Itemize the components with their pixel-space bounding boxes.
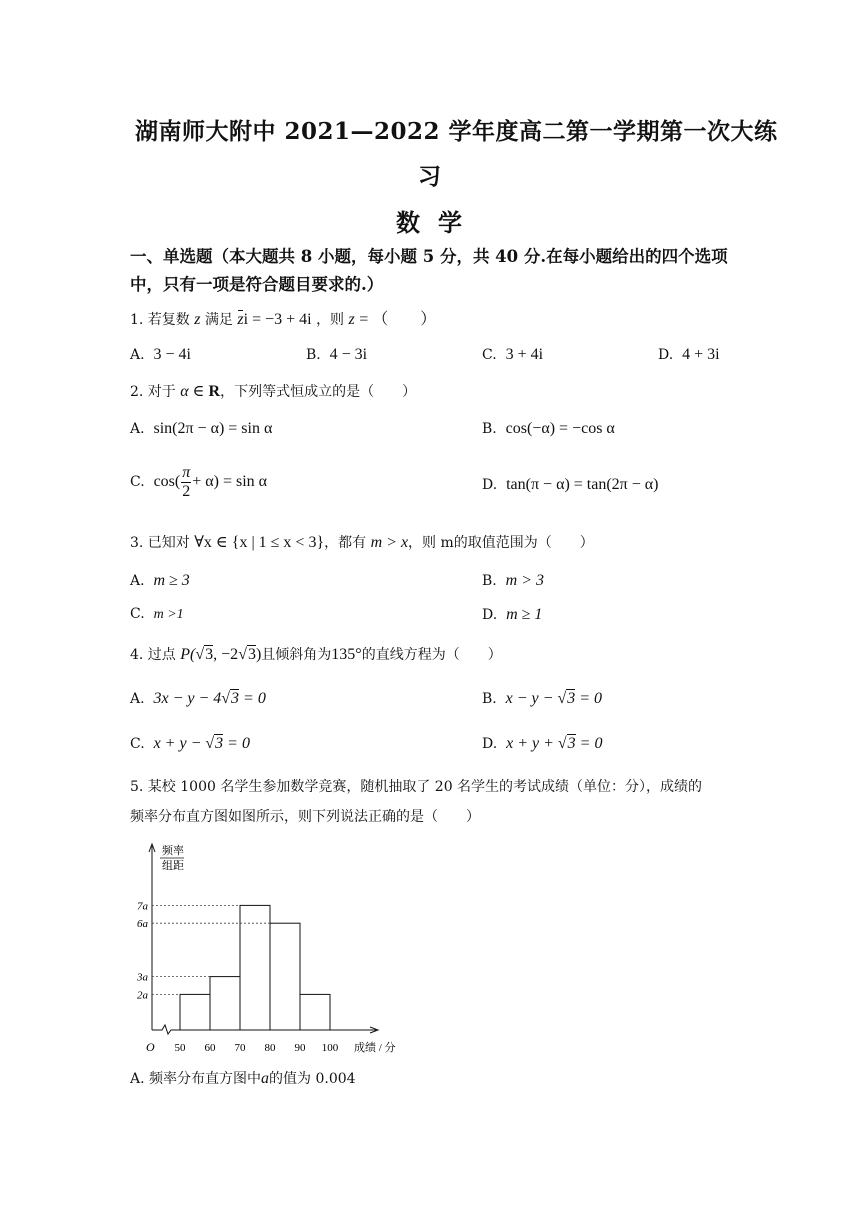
q1-var-z2: z [348,311,355,328]
q3-option-d: D. m ≥ 1 [482,606,543,623]
question-2-stem: 2. 对于 α ∈ R，下列等式恒成立的是（ ） [130,383,417,400]
y-tick-label: 2a [137,989,148,1002]
question-1-stem [130,306,436,329]
q1-option-d: D. 4 + 3i [658,346,720,363]
q2-option-a: A. sin(2π − α) = sin α [130,420,273,437]
x-tick-label: 50 [174,1042,186,1054]
section-heading-line-2: 中，只有一项是符合题目要求的.） [130,275,384,294]
y-axis-label-bottom: 组距 [162,860,184,872]
q2-option-d: D. tan(π − α) = tan(2π − α) [482,476,659,493]
question-4-stem: 4. 过点 P(√3, −2√3)且倾斜角为135°的直线方程为（ ） [130,646,502,663]
histogram-marks [136,900,339,1054]
question-5-line-1: 5. 某校 1000 名学生参加数学竞赛，随机抽取了 20 名学生的考试成绩（单位：分），成绩的 [130,779,703,795]
q3-option-a: A. m ≥ 3 [130,572,190,589]
x-tick-label: 90 [294,1042,306,1054]
histogram-bar [240,905,270,1030]
q1-mid: 满足 [204,312,233,328]
q4-option-d: D. x + y + √3 = 0 [482,735,603,752]
q3-option-c: C. m >1 [130,606,184,622]
histogram-bar [300,994,330,1030]
y-axis-label-top: 频率 [162,845,184,857]
q1-var-z: z [194,311,201,328]
q3-option-b: B. m > 3 [482,572,545,589]
y-tick-label: 6a [137,918,148,931]
title-line-1: 湖南师大附中 2021—2022 学年度高二第一学期第一次大练 [135,118,778,145]
y-tick-label: 7a [137,900,148,913]
q1-option-c: C. 3 + 4i [482,346,544,363]
title-line-2: 习 [418,163,442,190]
histogram-bar [270,923,300,1030]
x-axis-label: 成绩 / 分 [354,1042,396,1054]
q4-option-a: A. 3x − y − 4√3 = 0 [130,690,266,707]
q1-equation: zi = −3 + 4i [237,311,312,328]
subject-title: 数学 [396,208,480,237]
q5-option-a: A. 频率分布直方图中a的值为 0.004 [130,1070,356,1087]
histogram-axes [149,844,378,1034]
y-tick-label: 3a [137,971,148,984]
section-heading-line-1: 一、单选题（本大题共 8 小题，每小题 5 分，共 40 分.在每小题给出的四个选项 [130,247,728,266]
q4-option-b: B. x − y − √3 = 0 [482,690,603,707]
q1-option-b: B. 4 − 3i [306,346,368,363]
q1-ask: = （ ） [359,311,437,328]
q4-option-c: C. x + y − √3 = 0 [130,735,250,752]
q2-option-b: B. cos(−α) = −cos α [482,420,615,437]
q2-option-c: C. cos( $\frac{\pi}{2}$ + α) = sin α [130,464,268,500]
x-tick-label: 100 [321,1042,339,1054]
x-tick-label: 80 [264,1042,276,1054]
x-tick-label: 70 [234,1042,246,1054]
q1-suffix: ，则 [316,312,345,328]
question-3-stem: 3. 已知对 ∀x ∈ {x | 1 ≤ x < 3}，都有 m > x，则 m的取值范围为（ ） [130,534,594,551]
origin-label: O [146,1040,155,1054]
q1-prefix: 1. 若复数 [130,312,190,328]
x-tick-label: 60 [204,1042,216,1054]
histogram-bar [180,994,210,1030]
frequency-histogram [137,838,420,1060]
q1-option-a: A. 3 − 4i [130,346,191,363]
question-5-line-2: 频率分布直方图如图所示，则下列说法正确的是（ ） [130,809,480,825]
histogram-bar [210,977,240,1030]
